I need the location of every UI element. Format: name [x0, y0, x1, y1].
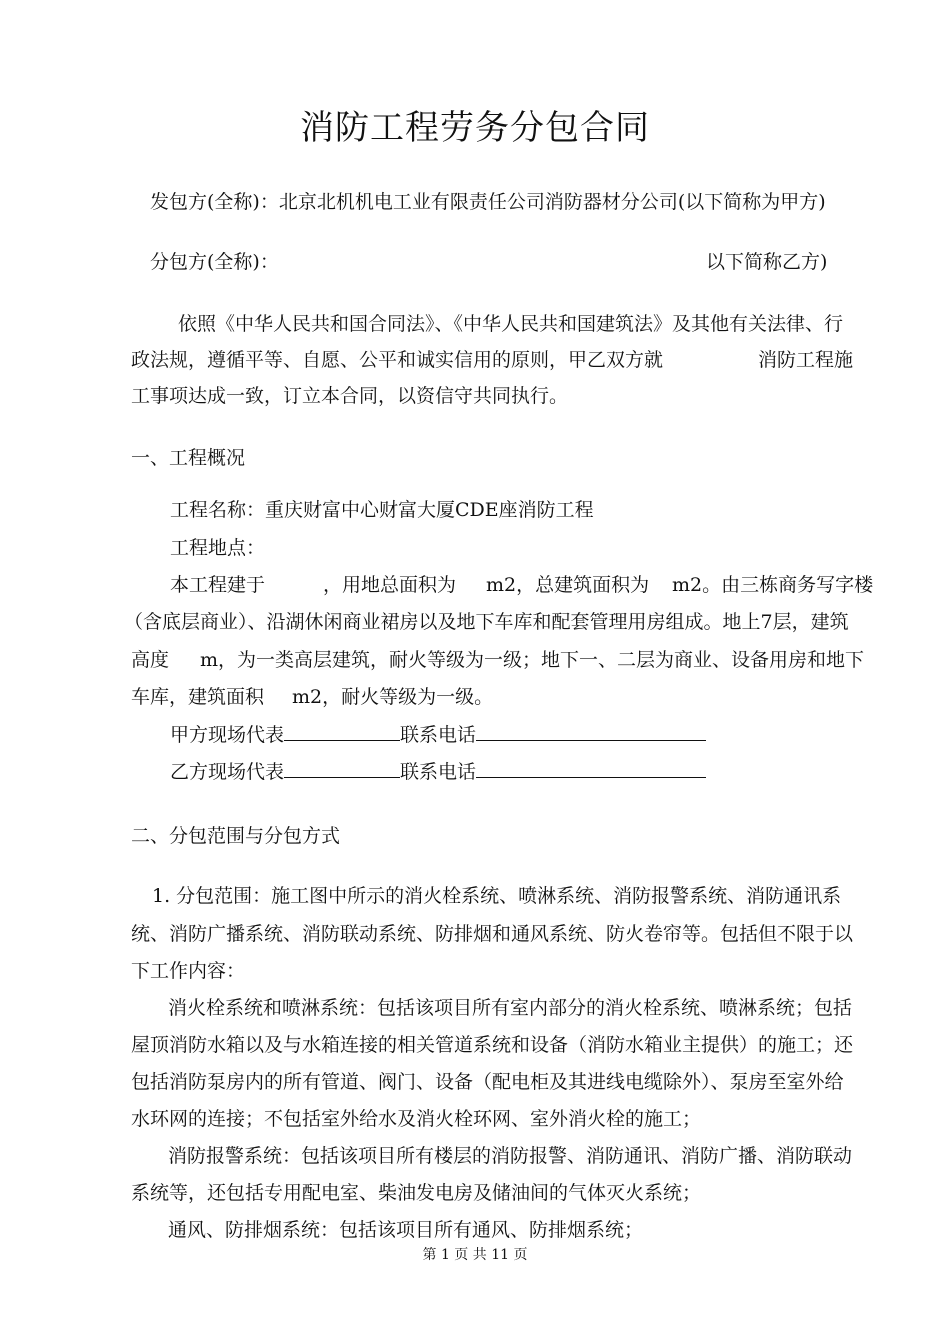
contractor-label: 分包方(全称)：	[150, 251, 279, 273]
employer-line	[150, 188, 826, 216]
phone-b-blank[interactable]	[476, 757, 706, 778]
desc-segment: m，为一类高层建筑，耐火等级为一级；地下一、二层为商业、设备用房和地下	[200, 649, 865, 671]
scope-line: 1. 分包范围：施工图中所示的消火栓系统、喷淋系统、消防报警系统、消防通讯系	[152, 885, 842, 907]
scope-line: 下工作内容：	[131, 960, 246, 982]
rep-b-blank[interactable]	[284, 757, 400, 778]
phone-a-blank[interactable]	[476, 720, 706, 741]
desc-segment: 高度	[131, 649, 170, 671]
desc-segment: m2，耐火等级为一级。	[292, 686, 494, 708]
scope-line: 消防报警系统：包括该项目所有楼层的消防报警、消防通讯、消防广播、消防联动	[168, 1145, 853, 1167]
project-location-label: 工程地点：	[170, 537, 266, 559]
employer-label: 发包方(全称)：	[150, 191, 279, 213]
document-title: 消防工程劳务分包合同	[300, 108, 650, 148]
desc-segment: m2。由三栋商务写字楼	[672, 574, 874, 596]
preamble-line: 政法规，遵循平等、自愿、公平和诚实信用的原则，甲乙双方就	[131, 349, 664, 371]
scope-line: 通风、防排烟系统：包括该项目所有通风、防排烟系统；	[168, 1219, 644, 1241]
project-name-line	[170, 496, 594, 524]
employer-name: 北京北机机电工业有限责任公司消防器材分公司	[278, 191, 678, 213]
scope-line: 包括消防泵房内的所有管道、阀门、设备（配电柜及其进线电缆除外）、泵房至室外给	[131, 1071, 844, 1093]
rep-a-label: 甲方现场代表	[170, 724, 285, 746]
scope-line: 消火栓系统和喷淋系统：包括该项目所有室内部分的消火栓系统、喷淋系统；包括	[168, 997, 853, 1019]
page-footer: 第 1 页 共 11 页	[422, 1247, 528, 1263]
desc-line: （含底层商业）、沿湖休闲商业裙房以及地下车库和配套管理用房组成。地上7层，建筑	[124, 611, 849, 633]
preamble-line: 工事项达成一致，订立本合同，以资信守共同执行。	[131, 385, 569, 407]
phone-b-label: 联系电话	[400, 761, 477, 783]
contractor-note: 以下简称乙方)	[706, 251, 828, 273]
phone-a-label: 联系电话	[400, 724, 477, 746]
scope-line: 统、消防广播系统、消防联动系统、防排烟和通风系统、防火卷帘等。包括但不限于以	[131, 923, 854, 945]
rep-b-line	[170, 757, 706, 786]
section-heading: 二、分包范围与分包方式	[131, 825, 341, 847]
scope-line: 水环网的连接；不包括室外给水及消火栓环网、室外消火栓的施工；	[131, 1108, 702, 1130]
desc-segment: 车库，建筑面积	[131, 686, 265, 708]
preamble-line: 消防工程施	[758, 349, 854, 371]
preamble-line: 依照《中华人民共和国合同法》、《中华人民共和国建筑法》及其他有关法律、行	[178, 313, 844, 335]
rep-b-label: 乙方现场代表	[170, 761, 285, 783]
section-heading: 一、工程概况	[131, 447, 246, 469]
scope-line: 屋顶消防水箱以及与水箱连接的相关管道系统和设备（消防水箱业主提供）的施工；还	[131, 1034, 854, 1056]
desc-segment: ，用地总面积为	[323, 574, 457, 596]
project-name-label: 工程名称：	[170, 499, 266, 521]
scope-line: 系统等，还包括专用配电室、柴油发电房及储油间的气体灭火系统；	[131, 1182, 702, 1204]
desc-segment: 本工程建于	[170, 574, 266, 596]
rep-a-line	[170, 720, 706, 749]
project-name-value: 重庆财富中心财富大厦CDE座消防工程	[265, 499, 594, 521]
desc-segment: m2，总建筑面积为	[486, 574, 650, 596]
rep-a-blank[interactable]	[284, 720, 400, 741]
employer-note: (以下简称为甲方)	[677, 191, 826, 213]
